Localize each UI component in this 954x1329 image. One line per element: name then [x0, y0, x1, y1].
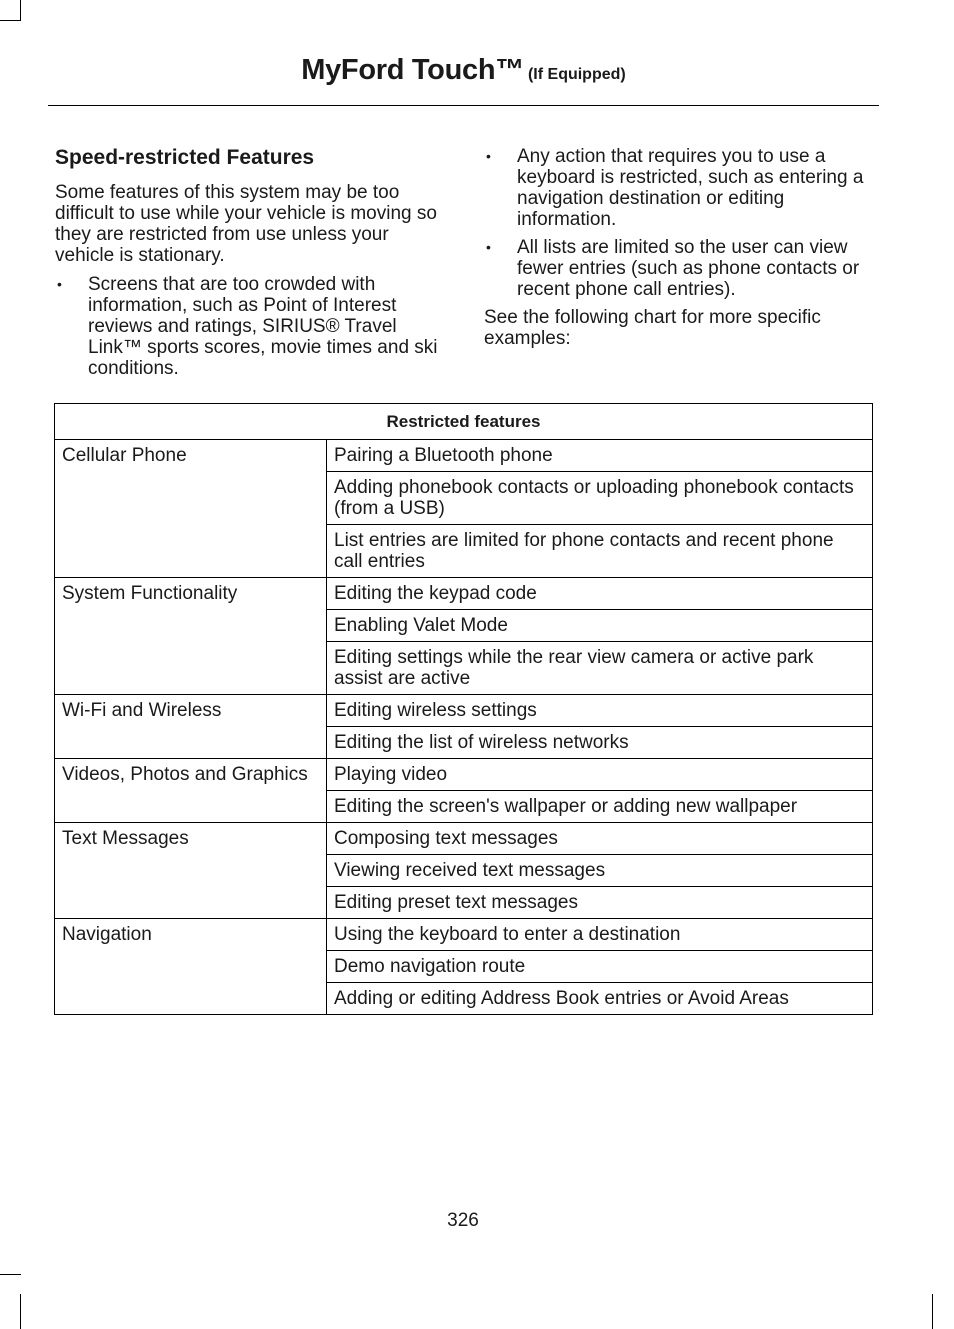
feature-cell: Adding or editing Address Book entries or Avoid Areas [327, 983, 873, 1015]
feature-cell: Editing preset text messages [327, 887, 873, 919]
crop-mark [20, 0, 21, 21]
table-header: Restricted features [55, 404, 873, 440]
page-header [48, 54, 879, 87]
table-row [55, 440, 873, 472]
feature-cell: Editing the keypad code [327, 578, 873, 610]
table-row [55, 919, 873, 951]
table-header-row [55, 404, 873, 440]
section-heading: Speed-restricted Features [55, 146, 315, 169]
feature-cell: Demo navigation route [327, 951, 873, 983]
category-cell: Videos, Photos and Graphics [55, 759, 327, 823]
table-row [55, 578, 873, 610]
crop-mark [0, 1274, 21, 1275]
page-subtitle: (If Equipped) [527, 66, 626, 83]
crop-mark [20, 1294, 21, 1329]
feature-cell: Using the keyboard to enter a destination [327, 919, 873, 951]
category-cell: Cellular Phone [55, 440, 327, 578]
feature-cell: Editing settings while the rear view camera or active park assist are active [327, 642, 873, 695]
page-title: MyFord Touch™ [301, 54, 524, 86]
category-cell: System Functionality [55, 578, 327, 695]
category-cell: Navigation [55, 919, 327, 1015]
crop-mark [0, 20, 21, 21]
feature-cell: Composing text messages [327, 823, 873, 855]
intro-paragraph: Some features of this system may be too difficult to use while your vehicle is moving so they are restricted from use unless your vehicle is stationary. [55, 182, 437, 266]
feature-cell: Adding phonebook contacts or uploading phonebook contacts (from a USB) [327, 472, 873, 525]
outro-paragraph: See the following chart for more specific examples: [484, 307, 821, 349]
restricted-features-table [54, 403, 873, 1015]
feature-cell: Viewing received text messages [327, 855, 873, 887]
feature-cell: Playing video [327, 759, 873, 791]
table-row [55, 823, 873, 855]
right-column [484, 146, 874, 357]
table-row [55, 759, 873, 791]
bullet-item: • Screens that are too crowded with information, such as Point of Interest reviews and ratings, SIRIUS® Travel Link™ sports scores, movie times and ski conditions. [55, 274, 447, 379]
table-body [55, 440, 873, 1015]
category-cell: Text Messages [55, 823, 327, 919]
feature-cell: Pairing a Bluetooth phone [327, 440, 873, 472]
crop-mark [932, 1294, 933, 1329]
left-column [55, 146, 447, 386]
page-number: 326 [447, 1210, 479, 1231]
header-divider [48, 105, 879, 106]
bullet-item: • Any action that requires you to use a keyboard is restricted, such as entering a navigation destination or editing information. [484, 146, 874, 230]
feature-cell: List entries are limited for phone contacts and recent phone call entries [327, 525, 873, 578]
feature-cell: Editing the screen's wallpaper or adding new wallpaper [327, 791, 873, 823]
category-cell: Wi-Fi and Wireless [55, 695, 327, 759]
bullet-item: • All lists are limited so the user can view fewer entries (such as phone contacts or recent phone call entries). [484, 237, 874, 300]
feature-cell: Editing the list of wireless networks [327, 727, 873, 759]
feature-cell: Editing wireless settings [327, 695, 873, 727]
feature-cell: Enabling Valet Mode [327, 610, 873, 642]
table-row [55, 695, 873, 727]
